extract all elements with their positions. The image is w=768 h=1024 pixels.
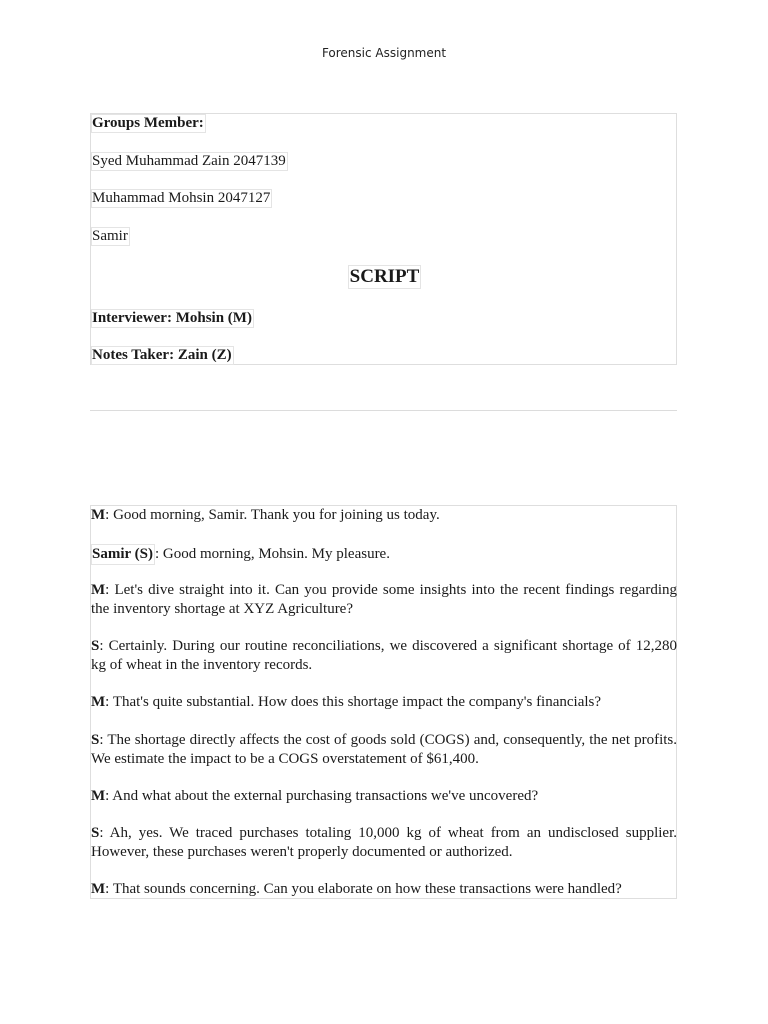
dialogue-text: : The shortage directly affects the cost of goods sold (COGS) and, consequently, the net profits. We estimate the impact to be a COGS overstatement of $61,400. <box>91 732 677 767</box>
dialogue-text: : Good morning, Mohsin. My pleasure. <box>154 546 390 562</box>
member-item: Samir <box>92 228 128 244</box>
script-title: SCRIPT <box>349 266 420 287</box>
dialogue-block <box>90 505 677 899</box>
dialogue-line <box>91 787 677 806</box>
interviewer-line: Interviewer: Mohsin (M) <box>92 310 252 326</box>
dialogue-line <box>91 637 677 674</box>
group-info-block <box>90 113 677 365</box>
section-divider <box>90 410 677 411</box>
dialogue-text: : Ah, yes. We traced purchases totaling 10,000 kg of wheat from an undisclosed supplier. However, these purchases weren't properly documented or authorized. <box>91 825 677 860</box>
dialogue-text: : Certainly. During our routine reconciliations, we discovered a significant shortage of 12,280 kg of wheat in the inventory records. <box>91 638 677 673</box>
dialogue-line <box>91 581 677 618</box>
speaker-label: M <box>91 582 106 598</box>
dialogue-text: : And what about the external purchasing transactions we've uncovered? <box>105 788 539 804</box>
member-item: Muhammad Mohsin 2047127 <box>92 190 271 206</box>
speaker-label: M <box>91 507 106 523</box>
dialogue-text: : Good morning, Samir. Thank you for joining us today. <box>105 507 440 523</box>
dialogue-text: : That sounds concerning. Can you elaborate on how these transactions were handled? <box>105 881 622 897</box>
member-item: Syed Muhammad Zain 2047139 <box>92 153 286 169</box>
dialogue-line <box>91 880 677 899</box>
dialogue-line <box>91 731 677 768</box>
speaker-label: S <box>91 638 100 654</box>
speaker-label: M <box>91 788 106 804</box>
document-header-title: Forensic Assignment <box>321 46 447 60</box>
dialogue-line <box>91 506 677 525</box>
dialogue-text: : Let's dive straight into it. Can you provide some insights into the recent findings regarding the inventory shortage at XYZ Agriculture? <box>91 582 677 617</box>
speaker-label: M <box>91 694 106 710</box>
speaker-label: M <box>91 881 106 897</box>
speaker-label: Samir (S) <box>91 544 155 565</box>
members-heading: Groups Member: <box>92 115 204 131</box>
speaker-label: S <box>91 825 100 841</box>
dialogue-text: : That's quite substantial. How does this shortage impact the company's financials? <box>105 694 602 710</box>
notes-taker-line: Notes Taker: Zain (Z) <box>92 347 232 363</box>
dialogue-line <box>91 693 677 712</box>
dialogue-line <box>91 544 677 565</box>
dialogue-line <box>91 824 677 861</box>
speaker-label: S <box>91 732 100 748</box>
